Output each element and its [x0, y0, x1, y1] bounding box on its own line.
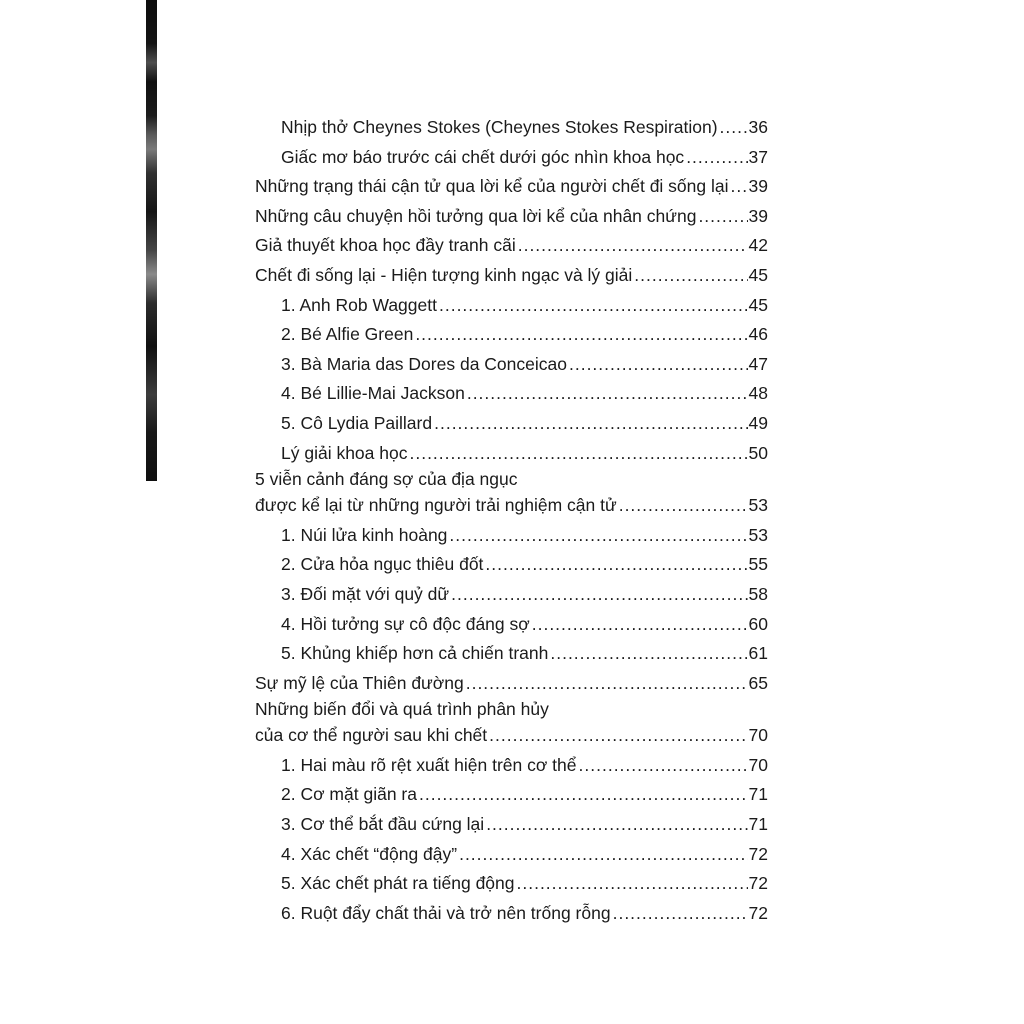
toc-entry-label: 5. Xác chết phát ra tiếng động — [281, 873, 515, 894]
toc-entry-line — [281, 580, 768, 610]
toc-entry-label: 1. Anh Rob Waggett — [281, 294, 437, 315]
toc-entry — [255, 172, 768, 202]
toc-entry-line — [281, 521, 768, 551]
toc-entry-line — [281, 639, 768, 669]
toc-entry-label: Những biến đổi và quá trình phân hủy — [255, 699, 549, 720]
dot-leader — [449, 521, 747, 551]
toc-entry-page: 53 — [748, 524, 768, 545]
toc-entry-page: 65 — [748, 672, 768, 693]
toc-entry-label: 5 viễn cảnh đáng sợ của địa ngục — [255, 469, 518, 490]
dot-leader — [518, 231, 748, 261]
toc-entry — [255, 610, 768, 640]
toc-entry-line — [281, 350, 768, 380]
dot-leader — [485, 550, 747, 580]
toc-entry — [255, 468, 768, 521]
dot-leader — [467, 379, 748, 409]
toc-entry-label: Giả thuyết khoa học đầy tranh cãi — [255, 235, 516, 256]
toc-entry-page: 58 — [748, 583, 768, 604]
toc-entry — [255, 291, 768, 321]
toc-entry-page: 42 — [748, 235, 768, 256]
toc-entry-line — [281, 610, 768, 640]
toc-entry-page: 48 — [748, 383, 768, 404]
toc-entry-line — [255, 172, 768, 202]
dot-leader — [619, 491, 748, 521]
toc-entry — [255, 869, 768, 899]
toc-entry-page: 49 — [748, 412, 768, 433]
toc-entry-page: 71 — [748, 814, 768, 835]
dot-leader — [459, 840, 747, 870]
toc-entry-page: 39 — [748, 205, 768, 226]
dot-leader — [613, 899, 748, 929]
toc-entry-label: 3. Cơ thể bắt đầu cứng lại — [281, 814, 485, 835]
toc-list — [255, 113, 768, 928]
toc-entry — [255, 143, 768, 173]
toc-entry-line — [281, 899, 768, 929]
dot-leader — [517, 869, 748, 899]
toc-entry-line — [281, 751, 768, 781]
toc-entry-label: 2. Cửa hỏa ngục thiêu đốt — [281, 554, 484, 575]
toc-entry-page: 72 — [748, 902, 768, 923]
toc-entry — [255, 202, 768, 232]
toc-entry-page: 72 — [748, 843, 768, 864]
toc-entry-line — [281, 840, 768, 870]
dot-leader — [439, 291, 748, 321]
toc-entry-label: Giấc mơ báo trước cái chết dưới góc nhìn khoa học — [281, 146, 685, 167]
toc-entry — [255, 320, 768, 350]
toc-entry — [255, 580, 768, 610]
dot-leader — [634, 261, 747, 291]
toc-entry-line — [281, 320, 768, 350]
toc-entry — [255, 521, 768, 551]
toc-entry-label: 4. Hồi tưởng sự cô độc đáng sợ — [281, 613, 530, 634]
toc-entry-label: được kể lại từ những người trải nghiệm cận tử — [255, 495, 617, 516]
dot-leader — [489, 721, 747, 751]
toc-entry-line — [281, 409, 768, 439]
toc-entry-label: 1. Hai màu rõ rệt xuất hiện trên cơ thể — [281, 754, 577, 775]
dot-leader — [409, 439, 747, 469]
toc-entry-label: 2. Bé Alfie Green — [281, 324, 414, 345]
toc-entry-page: 70 — [748, 725, 768, 746]
toc-entry-line — [281, 291, 768, 321]
toc-entry — [255, 698, 768, 751]
toc-entry-page: 70 — [748, 754, 768, 775]
dot-leader — [419, 780, 748, 810]
toc-entry — [255, 379, 768, 409]
toc-entry-label: Nhịp thở Cheynes Stokes (Cheynes Stokes Respiration) — [281, 117, 718, 137]
toc-entry-page: 72 — [748, 873, 768, 894]
toc-entry-line — [255, 261, 768, 291]
toc-entry-line — [281, 379, 768, 409]
dot-leader — [698, 202, 747, 232]
toc-entry-line — [281, 113, 768, 143]
toc-entry-line — [281, 143, 768, 173]
toc-entry — [255, 261, 768, 291]
toc-entry — [255, 751, 768, 781]
dot-leader — [720, 113, 748, 143]
dot-leader — [579, 751, 748, 781]
toc-entry — [255, 899, 768, 929]
toc-entry-line — [281, 550, 768, 580]
dot-leader — [532, 610, 748, 640]
toc-entry-line — [255, 202, 768, 232]
toc-entry-line — [281, 869, 768, 899]
toc-entry-label: của cơ thể người sau khi chết — [255, 725, 488, 746]
toc-entry-line — [255, 231, 768, 261]
toc-entry-page: 61 — [748, 643, 768, 664]
dot-leader — [434, 409, 747, 439]
toc-entry-label: Sự mỹ lệ của Thiên đường — [255, 672, 464, 693]
toc-entry-page: 50 — [748, 442, 768, 463]
toc-entry-label: 4. Xác chết “động đậy” — [281, 843, 458, 864]
book-spine-strip — [146, 0, 157, 481]
toc-entry — [255, 350, 768, 380]
toc-entry-label: 5. Cô Lydia Paillard — [281, 412, 433, 433]
toc-entry-page: 45 — [748, 264, 768, 285]
toc-entry-label: Chết đi sống lại - Hiện tượng kinh ngạc và lý giải — [255, 264, 633, 285]
toc-entry-label: 6. Ruột đẩy chất thải và trở nên trống rỗng — [281, 902, 611, 923]
toc-entry — [255, 780, 768, 810]
dot-leader — [415, 320, 747, 350]
toc-entry-line — [255, 468, 768, 491]
toc-entry — [255, 550, 768, 580]
toc-entry-line — [255, 721, 768, 751]
toc-entry-page: 53 — [748, 495, 768, 516]
toc-entry-label: 1. Núi lửa kinh hoàng — [281, 524, 448, 545]
dot-leader — [731, 172, 748, 202]
toc-entry — [255, 810, 768, 840]
toc-entry-line — [255, 698, 768, 721]
toc-entry-line — [255, 669, 768, 699]
toc-entry-page: 60 — [748, 613, 768, 634]
dot-leader — [569, 350, 748, 380]
toc-entry-label: Những trạng thái cận tử qua lời kể của người chết đi sống lại — [255, 176, 729, 197]
toc-entry-label: 3. Đối mặt với quỷ dữ — [281, 583, 450, 604]
toc-entry-page: 46 — [748, 324, 768, 345]
toc-entry — [255, 439, 768, 469]
toc-entry — [255, 669, 768, 699]
toc-entry-line — [281, 439, 768, 469]
toc-entry-page: 45 — [748, 294, 768, 315]
toc-entry-label: Những câu chuyện hồi tưởng qua lời kể của nhân chứng — [255, 205, 697, 226]
dot-leader — [451, 580, 747, 610]
toc-entry-label: Lý giải khoa học — [281, 442, 408, 463]
toc-entry — [255, 113, 768, 143]
toc-entry — [255, 840, 768, 870]
toc-entry-page: 71 — [748, 784, 768, 805]
toc-entry-line — [281, 780, 768, 810]
toc-entry-label: 4. Bé Lillie-Mai Jackson — [281, 383, 465, 404]
toc-entry-page: 36 — [748, 117, 768, 137]
toc-entry-label: 2. Cơ mặt giãn ra — [281, 784, 417, 805]
toc-entry — [255, 409, 768, 439]
dot-leader — [466, 669, 748, 699]
toc-entry-line — [281, 810, 768, 840]
toc-entry-label: 5. Khủng khiếp hơn cả chiến tranh — [281, 643, 549, 664]
toc-entry-page: 37 — [748, 146, 768, 167]
toc-entry-page: 39 — [748, 176, 768, 197]
toc-entry — [255, 639, 768, 669]
toc-entry-page: 55 — [748, 554, 768, 575]
dot-leader — [486, 810, 747, 840]
toc-entry-label: 3. Bà Maria das Dores da Conceicao — [281, 353, 567, 374]
toc-entry-page: 47 — [748, 353, 768, 374]
dot-leader — [686, 143, 747, 173]
dot-leader — [550, 639, 747, 669]
toc-entry — [255, 231, 768, 261]
toc-entry-line — [255, 491, 768, 521]
